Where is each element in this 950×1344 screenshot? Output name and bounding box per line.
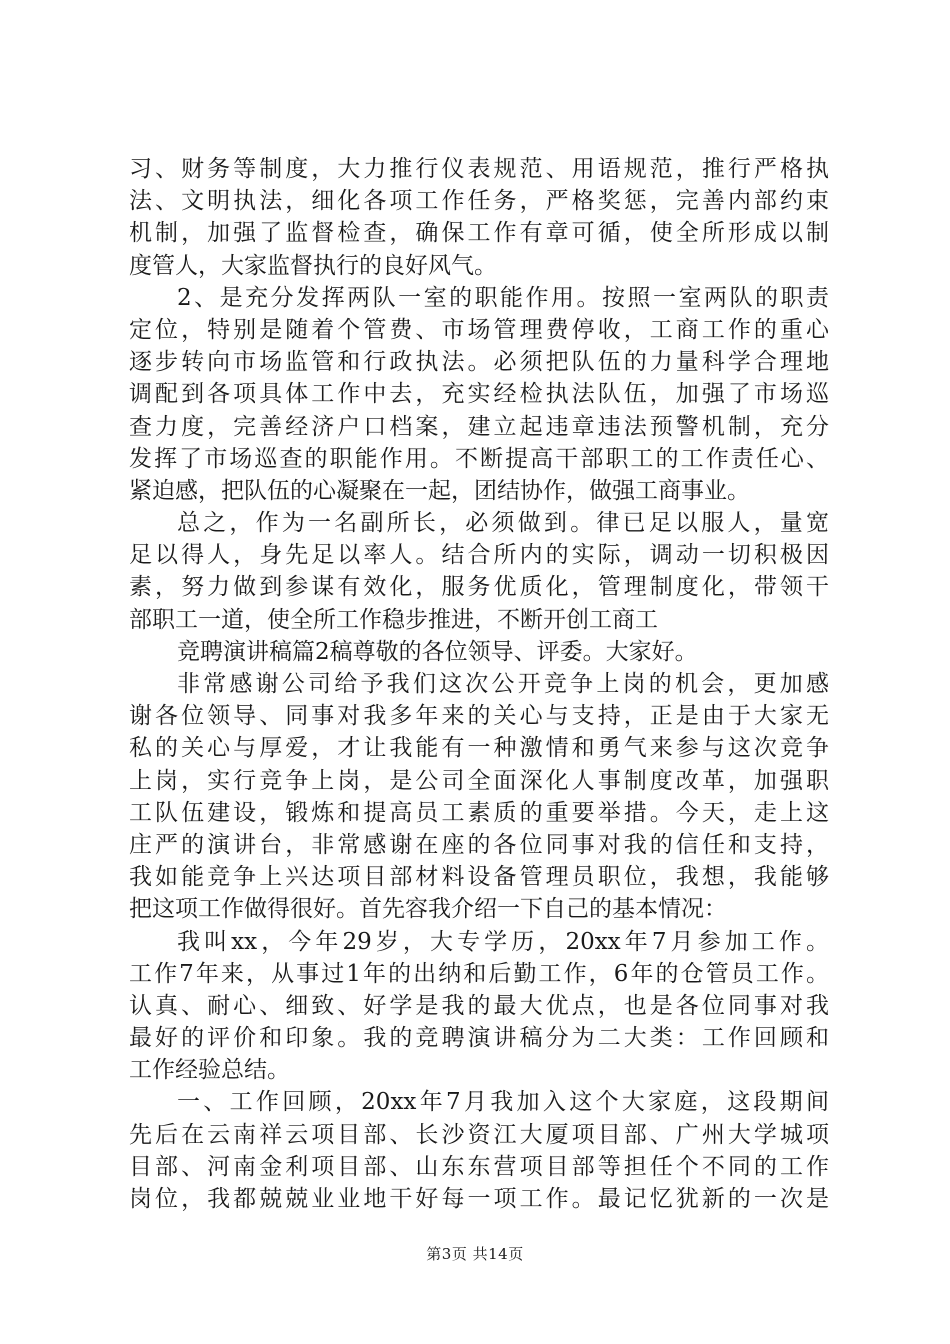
text-line: 我叫xx，今年29岁，大专学历，20xx年7月参加工作。 (177, 928, 829, 955)
text-line: 目部、河南金利项目部、山东东营项目部等担任个不同的工作 (129, 1153, 829, 1180)
document-body (129, 153, 829, 1215)
text-line: 工队伍建设，锻炼和提高员工素质的重要举措。今天，走上这 (129, 799, 829, 826)
text-line: 发挥了市场巡查的职能作用。不断提高干部职工的工作责任心、 (129, 445, 829, 472)
text-line: 2、是充分发挥两队一室的职能作用。按照一室两队的职责 (177, 284, 829, 311)
text-line: 先后在云南祥云项目部、长沙资江大厦项目部、广州大学城项 (129, 1121, 829, 1148)
text-line: 岗位，我都兢兢业业地干好每一项工作。最记忆犹新的一次是 (129, 1186, 829, 1212)
text-line: 一、工作回顾，20xx年7月我加入这个大家庭，这段期间 (177, 1089, 829, 1116)
text-line: 查力度，完善经济户口档案，建立起违章违法预警机制，充分 (129, 413, 829, 440)
text-line: 私的关心与厚爱，才让我能有一种激情和勇气来参与这次竞争 (129, 735, 829, 762)
text-line: 上岗，实行竞争上岗，是公司全面深化人事制度改革，加强职 (129, 767, 829, 794)
text-line: 调配到各项具体工作中去，充实经检执法队伍，加强了市场巡 (129, 381, 829, 408)
text-line: 习、财务等制度，大力推行仪表规范、用语规范，推行严格执 (129, 156, 829, 182)
text-line: 工作7年来，从事过1年的出纳和后勤工作，6年的仓管员工作。 (129, 960, 829, 987)
text-line: 最好的评价和印象。我的竞聘演讲稿分为二大类：工作回顾和 (129, 1025, 829, 1052)
text-line: 把这项工作做得很好。首先容我介绍一下自己的基本情况： (129, 896, 727, 923)
page-footer: 第3页 共14页 (426, 1245, 524, 1263)
text-line: 紧迫感，把队伍的心凝聚在一起，团结协作，做强工商事业。 (129, 477, 750, 504)
text-line: 部职工一道，使全所工作稳步推进，不断开创工商工 (129, 606, 658, 633)
text-line: 庄严的演讲台，非常感谢在座的各位同事对我的信任和支持， (129, 831, 829, 858)
text-line: 素，努力做到参谋有效化，服务优质化，管理制度化，带领干 (129, 574, 829, 601)
text-line: 总之，作为一名副所长，必须做到。律已足以服人，量宽 (177, 510, 829, 537)
text-line: 定位，特别是随着个管费、市场管理费停收，工商工作的重心 (129, 316, 829, 343)
text-line: 工作经验总结。 (129, 1057, 290, 1084)
text-line: 非常感谢公司给予我们这次公开竞争上岗的机会，更加感 (177, 671, 829, 697)
text-line: 逐步转向市场监管和行政执法。必须把队伍的力量科学合理地 (129, 349, 829, 376)
text-line: 度管人，大家监督执行的良好风气。 (129, 252, 497, 279)
text-line: 机制，加强了监督检查，确保工作有章可循，使全所形成以制 (129, 220, 829, 247)
text-line: 竞聘演讲稿篇2稿尊敬的各位领导、评委。大家好。 (177, 638, 698, 665)
text-line: 足以得人，身先足以率人。结合所内的实际，调动一切积极因 (129, 542, 829, 569)
text-line: 谢各位领导、同事对我多年来的关心与支持，正是由于大家无 (129, 703, 829, 730)
text-line: 我如能竞争上兴达项目部材料设备管理员职位，我想，我能够 (129, 864, 829, 891)
text-line: 认真、耐心、细致、好学是我的最大优点，也是各位同事对我 (129, 992, 829, 1019)
text-line: 法、文明执法，细化各项工作任务，严格奖惩，完善内部约束 (129, 188, 829, 215)
